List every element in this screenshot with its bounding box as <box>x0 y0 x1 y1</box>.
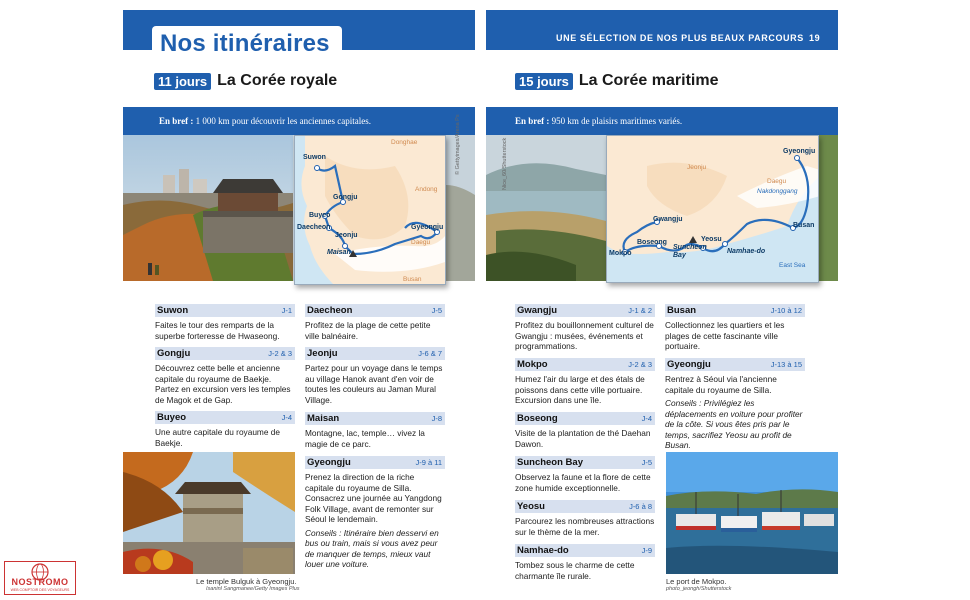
stop-text: Prenez la direction de la riche capitale du royaume de Silla. Consacrez une journée au Yangdong Folk Village, avant de remonter sur Séoul le lendemain. <box>305 472 442 524</box>
nostromo-logo <box>4 561 76 595</box>
stop-header <box>515 304 655 317</box>
stop-name: Daecheon <box>307 305 353 316</box>
map-label-daecheon: Daecheon <box>297 224 331 231</box>
stop-text: Montagne, lac, temple… vivez la magie de ce parc. <box>305 428 425 449</box>
stop-busan <box>665 304 805 352</box>
stop-header <box>155 304 295 317</box>
right-itinerary-title <box>515 72 718 90</box>
map-label-donghae: Donghae <box>391 139 418 146</box>
stop-text: Visite de la plantation de thé Daehan Dawon. <box>515 428 651 449</box>
stop-day: J-8 <box>431 414 442 423</box>
right-route-map <box>606 135 819 283</box>
stop-day: J-1 & 2 <box>628 306 652 315</box>
stop-namhae-do <box>515 544 655 581</box>
map-label-gwangju: Gwangju <box>653 216 683 223</box>
stop-header <box>515 544 655 557</box>
map-label-daegu: Daegu <box>411 239 431 246</box>
stop-header <box>515 500 655 513</box>
stop-day: J-6 à 8 <box>629 502 652 511</box>
map-label-yeosu: Yeosu <box>701 236 722 243</box>
map-label-andong: Andong <box>415 186 438 193</box>
port-photo-illustration <box>666 452 838 574</box>
logo-name: NOSTROMO <box>11 577 69 587</box>
stop-suncheon-bay <box>515 456 655 493</box>
stop-text: Collectionnez les quartiers et les plages de cette fascinante ville portuaire. <box>665 320 785 351</box>
map-label-suwon: Suwon <box>303 154 326 161</box>
stop-name: Gyeongju <box>307 457 351 468</box>
page-title: Nos itinéraires <box>152 26 342 60</box>
stop-gwangju <box>515 304 655 352</box>
page-number: 19 <box>809 33 821 43</box>
map-label-busan-r: Busan <box>793 222 815 229</box>
map-label-daegu-r: Daegu <box>767 178 787 185</box>
stop-text: Rentrez à Séoul via l'ancienne capitale du royaume de Silla. <box>665 374 777 395</box>
map-label-jeonju: Jeonju <box>335 232 358 239</box>
stop-text: Une autre capitale du royaume de Baekje. <box>155 427 280 448</box>
temple-photo-illustration <box>123 452 295 574</box>
stop-name: Boseong <box>517 413 558 424</box>
right-days-badge: 15 jours <box>515 73 573 90</box>
stop-day: J-9 <box>641 546 652 555</box>
stop-day: J-5 <box>431 306 442 315</box>
left-itinerary-name: La Corée royale <box>217 72 338 89</box>
stop-name: Yeosu <box>517 501 545 512</box>
map-label-buyeo: Buyeo <box>309 212 331 219</box>
right-conseils: Conseils : Privilégiez les déplacements en voiture pour profiter de la côte. Si vous êtes pris par le temps, sacrifiez Yeosu au profit de Busan. <box>665 398 803 450</box>
stop-day: J-2 & 3 <box>628 360 652 369</box>
map-label-gongju: Gongju <box>333 194 358 201</box>
stop-name: Gwangju <box>517 305 558 316</box>
right-photo-credit-vertical: Nice_60/Shutterstock <box>502 137 508 190</box>
left-brief-bar <box>123 107 475 135</box>
map-label-boseong: Boseong <box>637 239 667 246</box>
stop-buyeo <box>155 411 295 448</box>
stop-name: Mokpo <box>517 359 548 370</box>
stop-text: Profitez de la plage de cette petite ville balnéaire. <box>305 320 431 341</box>
stop-suwon <box>155 304 295 341</box>
map-label-gyeongju-r: Gyeongju <box>783 148 816 155</box>
left-itinerary-title <box>154 72 337 90</box>
stop-text: Partez pour un voyage dans le temps au village Hanok avant d'en voir de toutes les couleurs au Jaman Mural Village. <box>305 363 443 405</box>
stop-gongju <box>155 347 295 405</box>
right-map-illustration <box>607 136 819 283</box>
stop-name: Gongju <box>157 348 191 359</box>
stop-yeosu <box>515 500 655 537</box>
stop-day: J-10 à 12 <box>770 306 802 315</box>
stop-day: J-4 <box>281 413 292 422</box>
map-label-busan: Busan <box>403 276 422 283</box>
stop-boseong <box>515 412 655 449</box>
stop-gyeongju-r <box>665 358 805 451</box>
stop-day: J-1 <box>281 306 292 315</box>
temple-photo-caption: Le temple Bulguk à Gyeongju. <box>196 577 297 586</box>
left-route-map <box>294 135 446 285</box>
port-photo-credit: photo_jeongh/Shutterstock <box>666 586 732 592</box>
temple-photo-credit: Isaninl Sangmanee/Getty Images Plus <box>206 586 300 592</box>
stop-name: Busan <box>667 305 697 316</box>
stop-daecheon <box>305 304 445 341</box>
left-brief-label: En bref : <box>159 116 194 126</box>
stop-gyeongju <box>305 456 445 570</box>
stop-name: Buyeo <box>157 412 187 423</box>
logo-tagline: WEB COMPTOIR DES VOYAGEURS <box>10 588 70 592</box>
map-label-jeonju-r: Jeonju <box>687 164 707 171</box>
map-label-suncheon: Suncheon Bay <box>673 244 707 259</box>
stop-day: J-5 <box>641 458 652 467</box>
stop-text: Observez la faune et la flore de cette zone humide exceptionnelle. <box>515 472 651 493</box>
section-subtitle: UNE SÉLECTION DE NOS PLUS BEAUX PARCOURS <box>556 33 804 43</box>
stop-header <box>515 456 655 469</box>
port-photo-caption: Le port de Mokpo. <box>666 577 727 586</box>
stop-name: Suwon <box>157 305 189 316</box>
stop-name: Gyeongju <box>667 359 711 370</box>
stop-text: Découvrez cette belle et ancienne capitale du royaume de Baekje. Partez en excursion vers les temples de Magok et de Gap. <box>155 363 291 405</box>
stop-day: J-2 & 3 <box>268 349 292 358</box>
left-brief-text: 1 000 km pour découvrir les anciennes capitales. <box>193 116 372 126</box>
stop-text: Tombez sous le charme de cette charmante île rurale. <box>515 560 635 581</box>
left-conseils: Conseils : Itinéraire bien desservi en bus ou train, mais si vous avez peur de manquer de temps, mieux vaut louer une voiture. <box>305 527 439 569</box>
temple-photo <box>123 452 295 574</box>
map-label-east-sea: East Sea <box>779 262 806 269</box>
stop-header <box>515 358 655 371</box>
stop-header <box>305 412 445 425</box>
stop-text: Faites le tour des remparts de la superbe forteresse de Hwaseong. <box>155 320 280 341</box>
stop-day: J-4 <box>641 414 652 423</box>
map-label-maisan: Maisan <box>327 249 351 256</box>
stop-header <box>665 304 805 317</box>
map-label-nakdong: Nakdonggang <box>757 188 798 195</box>
map-label-gyeongju: Gyeongju <box>411 224 444 231</box>
stop-header <box>305 456 445 469</box>
map-label-namhae: Namhae-do <box>727 248 766 255</box>
left-map-credit: © Gettyimages/Arena Ps <box>455 114 461 175</box>
stop-maisan <box>305 412 445 449</box>
stop-mokpo <box>515 358 655 406</box>
stop-text: Humez l'air du large et des étals de poissons dans cette ville portuaire. Excursion dans une île. <box>515 374 645 405</box>
right-brief-text: 950 km de plaisirs maritimes variés. <box>549 116 683 126</box>
stop-header <box>155 411 295 424</box>
map-label-mokpo: Mokpo <box>609 250 632 257</box>
stop-header <box>155 347 295 360</box>
stop-text: Profitez du bouillonnement culturel de Gwangju : musées, événements et programmations. <box>515 320 654 351</box>
stop-name: Suncheon Bay <box>517 457 583 468</box>
stop-day: J-6 & 7 <box>418 349 442 358</box>
stop-text: Parcourez les nombreuses attractions sur le thème de la mer. <box>515 516 655 537</box>
stop-header <box>665 358 805 371</box>
port-photo <box>666 452 838 574</box>
stop-name: Namhae-do <box>517 545 569 556</box>
stop-day: J-13 à 15 <box>770 360 802 369</box>
stop-name: Jeonju <box>307 348 338 359</box>
right-brief-label: En bref : <box>515 116 550 126</box>
right-brief-bar <box>486 107 838 135</box>
stop-jeonju <box>305 347 445 405</box>
stop-header <box>305 304 445 317</box>
right-header-bar <box>486 10 838 50</box>
stop-header <box>305 347 445 360</box>
stop-name: Maisan <box>307 413 340 424</box>
right-itinerary-name: La Corée maritime <box>578 72 719 89</box>
left-days-badge: 11 jours <box>154 73 211 90</box>
stop-header <box>515 412 655 425</box>
stop-day: J-9 à 11 <box>415 458 442 467</box>
